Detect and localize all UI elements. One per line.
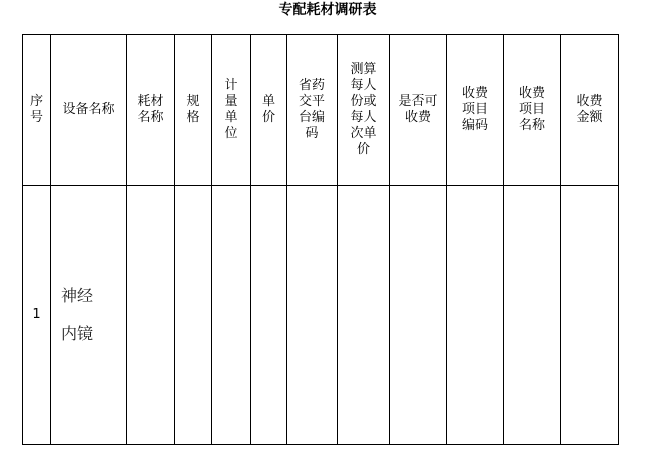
header-unit-price: 单价 [251,35,287,186]
cell-estimated-price [338,186,390,445]
header-estimated-price: 测算每人份或每人次单价 [338,35,390,186]
cell-chargeable [390,186,447,445]
cell-charge-amount [561,186,619,445]
cell-unit [212,186,251,445]
cell-seq: 1 [23,186,51,445]
cell-platform-code [287,186,338,445]
cell-consumable-name [127,186,175,445]
cell-unit-price [251,186,287,445]
header-row [23,35,619,186]
header-seq: 序号 [23,35,51,186]
header-charge-code: 收费项目编码 [447,35,504,186]
page-title: 专配耗材调研表 [278,2,377,18]
header-consumable-name: 耗材名称 [127,35,175,186]
header-platform-code: 省药交平台编码 [287,35,338,186]
header-charge-name: 收费项目名称 [504,35,561,186]
cell-charge-code [447,186,504,445]
header-charge-amount: 收费金额 [561,35,619,186]
consumables-survey-table [22,34,619,445]
table-row [23,186,619,445]
cell-charge-name [504,186,561,445]
header-unit: 计量单位 [212,35,251,186]
header-chargeable: 是否可收费 [390,35,447,186]
header-device-name: 设备名称 [51,35,127,186]
cell-spec [175,186,212,445]
cell-device-name: 神经内镜 [51,186,127,445]
header-spec: 规格 [175,35,212,186]
